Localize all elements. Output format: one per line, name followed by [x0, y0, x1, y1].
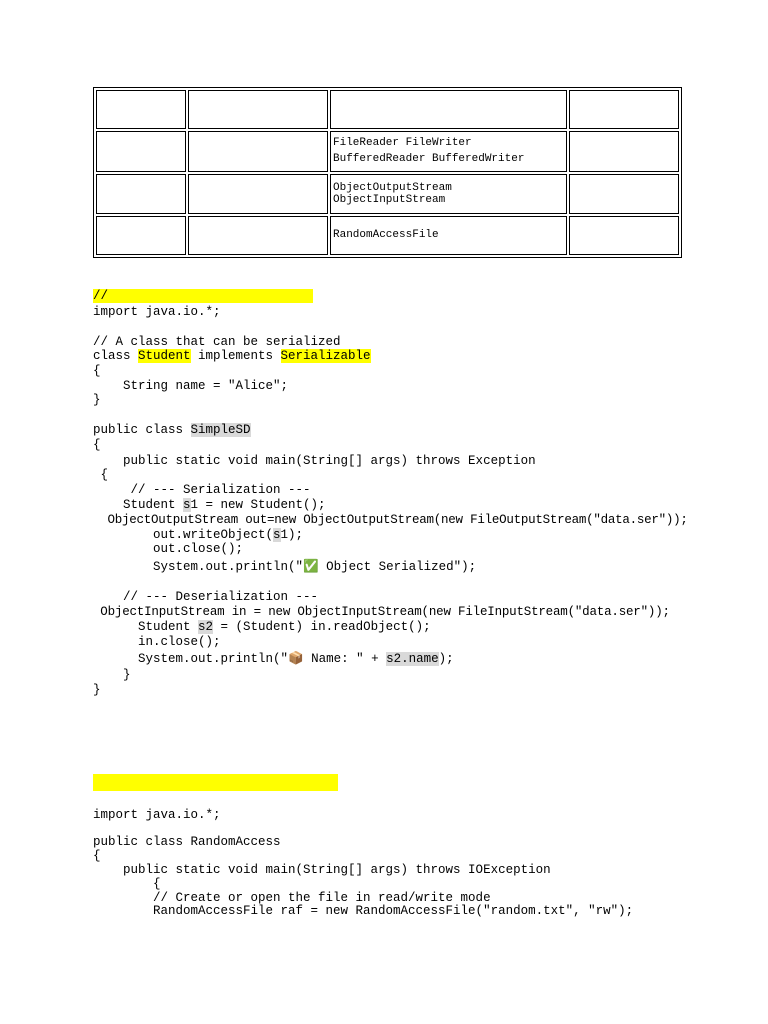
table-cell	[96, 216, 186, 255]
highlighted-token: Serializable	[280, 349, 371, 363]
code-line	[93, 349, 371, 363]
highlighted-token: s	[273, 528, 281, 542]
stream-classes-table	[93, 87, 682, 258]
table-row	[96, 216, 679, 255]
code-line: }	[93, 668, 131, 682]
code-token: Student	[93, 498, 184, 512]
table-cell	[330, 131, 567, 172]
cell-line: ObjectOutputStream	[333, 182, 452, 194]
table-cell	[188, 174, 328, 214]
table-cell	[96, 131, 186, 172]
code-line	[93, 423, 251, 437]
code-line	[93, 620, 431, 634]
cell-line: ObjectInputStream	[333, 194, 446, 206]
code-line: public class RandomAccess	[93, 835, 281, 849]
code-token: Student	[93, 620, 199, 634]
highlighted-token: s2	[198, 620, 214, 634]
code-token: 1);	[280, 528, 304, 542]
code-line: public static void main(String[] args) throws IOException	[93, 863, 551, 877]
code-token: implements	[190, 349, 281, 363]
table-cell	[96, 90, 186, 129]
code-line: {	[93, 468, 109, 482]
cell-line: BufferedReader BufferedWriter	[333, 153, 525, 165]
code-token: class	[93, 349, 139, 363]
code-token: System.out.println("📦 Name: " +	[93, 652, 387, 666]
highlight-bar	[93, 774, 338, 791]
code-line: {	[93, 849, 101, 863]
table-row	[96, 90, 679, 129]
code-line: // --- Deserialization ---	[93, 590, 319, 604]
code-line: import java.io.*;	[93, 808, 221, 822]
code-line: in.close();	[93, 635, 221, 649]
code-line: // --- Serialization ---	[93, 483, 311, 497]
table-cell	[188, 90, 328, 129]
code-line: String name = "Alice";	[93, 379, 289, 393]
cell-line: FileReader FileWriter	[333, 137, 472, 149]
highlighted-token: SimpleSD	[190, 423, 251, 437]
table-cell	[569, 216, 679, 255]
code-line: out.close();	[93, 542, 244, 556]
code-token: public class	[93, 423, 191, 437]
code-line	[93, 498, 326, 512]
code-line: {	[93, 364, 101, 378]
code-token: 1 = new Student();	[190, 498, 326, 512]
table-cell	[569, 174, 679, 214]
code-token: out.writeObject(	[93, 528, 274, 542]
highlighted-token: Student	[138, 349, 191, 363]
table-row	[96, 131, 679, 172]
code-line: {	[93, 438, 101, 452]
code-line	[93, 528, 303, 542]
code-line: }	[93, 393, 101, 407]
table-row	[96, 174, 679, 214]
code-line	[93, 652, 454, 666]
table-cell	[188, 131, 328, 172]
code-line: ObjectOutputStream out=new ObjectOutputStream(new FileOutputStream("data.ser"));	[93, 513, 688, 527]
table-cell	[569, 90, 679, 129]
table-cell	[330, 90, 567, 129]
code-comment-line: //	[93, 289, 109, 303]
table-cell	[96, 174, 186, 214]
code-line: RandomAccessFile raf = new RandomAccessFile("random.txt", "rw");	[93, 904, 634, 918]
code-line: import java.io.*;	[93, 305, 221, 319]
code-line: }	[93, 683, 101, 697]
code-line: // Create or open the file in read/write mode	[93, 891, 491, 905]
code-line: // A class that can be serialized	[93, 335, 341, 349]
code-line: System.out.println("✅ Object Serialized");	[93, 560, 477, 574]
table-cell	[330, 174, 567, 214]
code-token: = (Student) in.readObject();	[213, 620, 431, 634]
table-cell: RandomAccessFile	[330, 216, 567, 255]
highlighted-token: s	[183, 498, 191, 512]
highlight-bar	[93, 289, 313, 303]
code-line: ObjectInputStream in = new ObjectInputStream(new FileInputStream("data.ser"));	[93, 605, 670, 619]
table-cell	[188, 216, 328, 255]
code-token: );	[438, 652, 454, 666]
highlighted-token: s2.name	[386, 652, 439, 666]
code-line: {	[93, 877, 161, 891]
table-cell	[569, 131, 679, 172]
code-line: public static void main(String[] args) throws Exception	[93, 454, 536, 468]
